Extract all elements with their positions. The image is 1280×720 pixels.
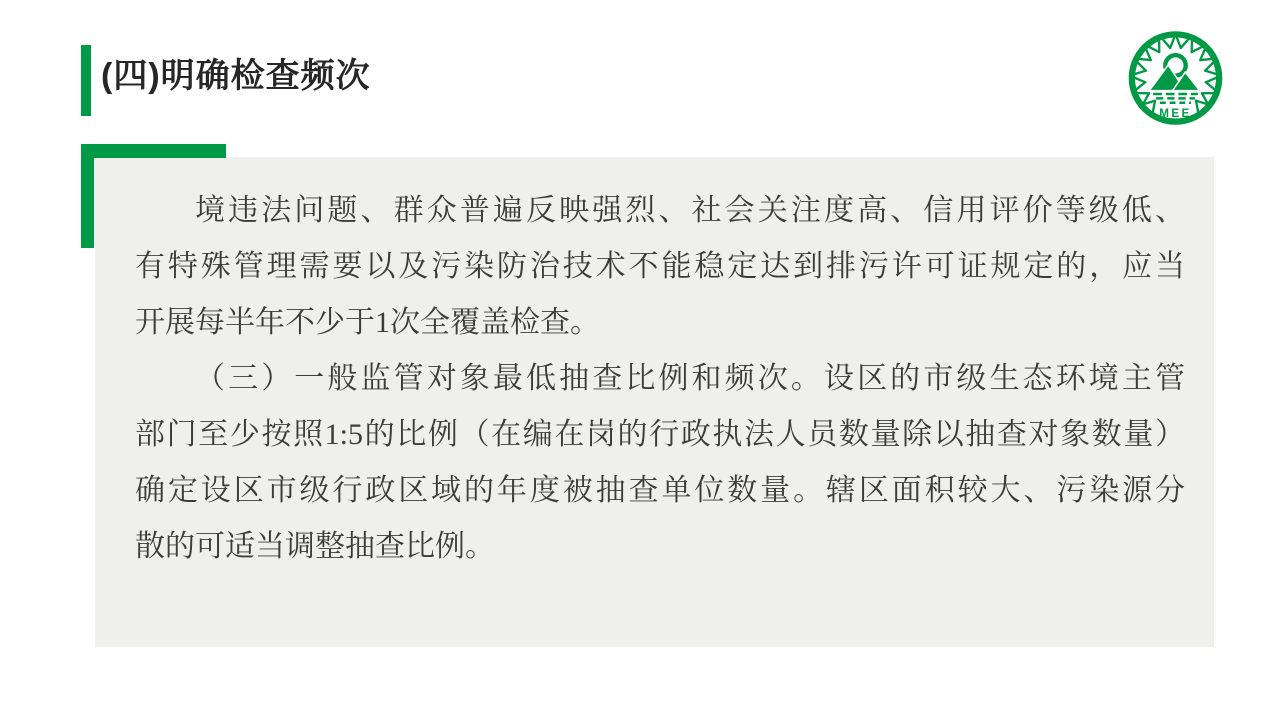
logo-leaf-icon (1202, 93, 1207, 102)
logo-leaf-icon (1140, 59, 1151, 60)
logo-leaf-icon (1181, 40, 1188, 48)
logo-leaf-icon (1192, 47, 1202, 52)
body-line: 境违法问题、群众普遍反映强烈、社会关注度高、信用评价等级低、 (195, 194, 1185, 227)
logo-leaf-icon (1200, 50, 1204, 60)
logo-leaf-icon (1138, 63, 1146, 71)
logo-leaf-icon (1170, 38, 1174, 48)
body-line: 有特殊管理需要以及污染防治技术不能稳定达到排污许可证规定的，应当 (135, 250, 1185, 283)
page-title: (四)明确检查频次 (101, 57, 371, 95)
logo-leaf-icon (1177, 38, 1181, 48)
panel-accent-bracket-vertical (81, 144, 94, 248)
title-accent-bar (81, 45, 91, 116)
body-line: 确定设区市级行政区域的年度被抽查单位数量。辖区面积较大、污染源分 (135, 474, 1185, 507)
logo-leaf-icon (1146, 50, 1150, 60)
body-line: 开展每半年不少于1次全覆盖检查。 (135, 306, 600, 339)
mee-logo-svg (1127, 28, 1224, 128)
body-text (135, 183, 1185, 575)
logo-leaf-icon (1205, 71, 1215, 74)
logo-leaf-icon (1137, 82, 1145, 89)
logo-leaf-icon (1135, 71, 1145, 74)
body-line: 散的可适当调整抽查比例。 (135, 530, 495, 563)
logo-leaf-icon (1205, 63, 1213, 71)
logo-leaf-icon (1144, 93, 1149, 102)
mee-logo (1127, 28, 1224, 128)
logo-leaf-icon (1206, 78, 1216, 82)
body-line: （三）一般监管对象最低抽查比例和频次。设区的市级生态环境主管 (195, 362, 1185, 395)
logo-leaf-icon (1135, 78, 1145, 82)
content-panel (95, 157, 1214, 647)
logo-mee-text: MEE (1159, 106, 1192, 120)
logo-leaf-icon (1206, 82, 1214, 89)
logo-waves-icon (1153, 94, 1198, 103)
body-line: 部门至少按照1:5的比例（在编在岗的行政执法人员数量除以抽查对象数量） (135, 418, 1185, 451)
panel-accent-bracket-horizontal (81, 144, 226, 158)
logo-leaf-icon (1163, 40, 1170, 48)
logo-leaf-icon (1150, 47, 1160, 52)
